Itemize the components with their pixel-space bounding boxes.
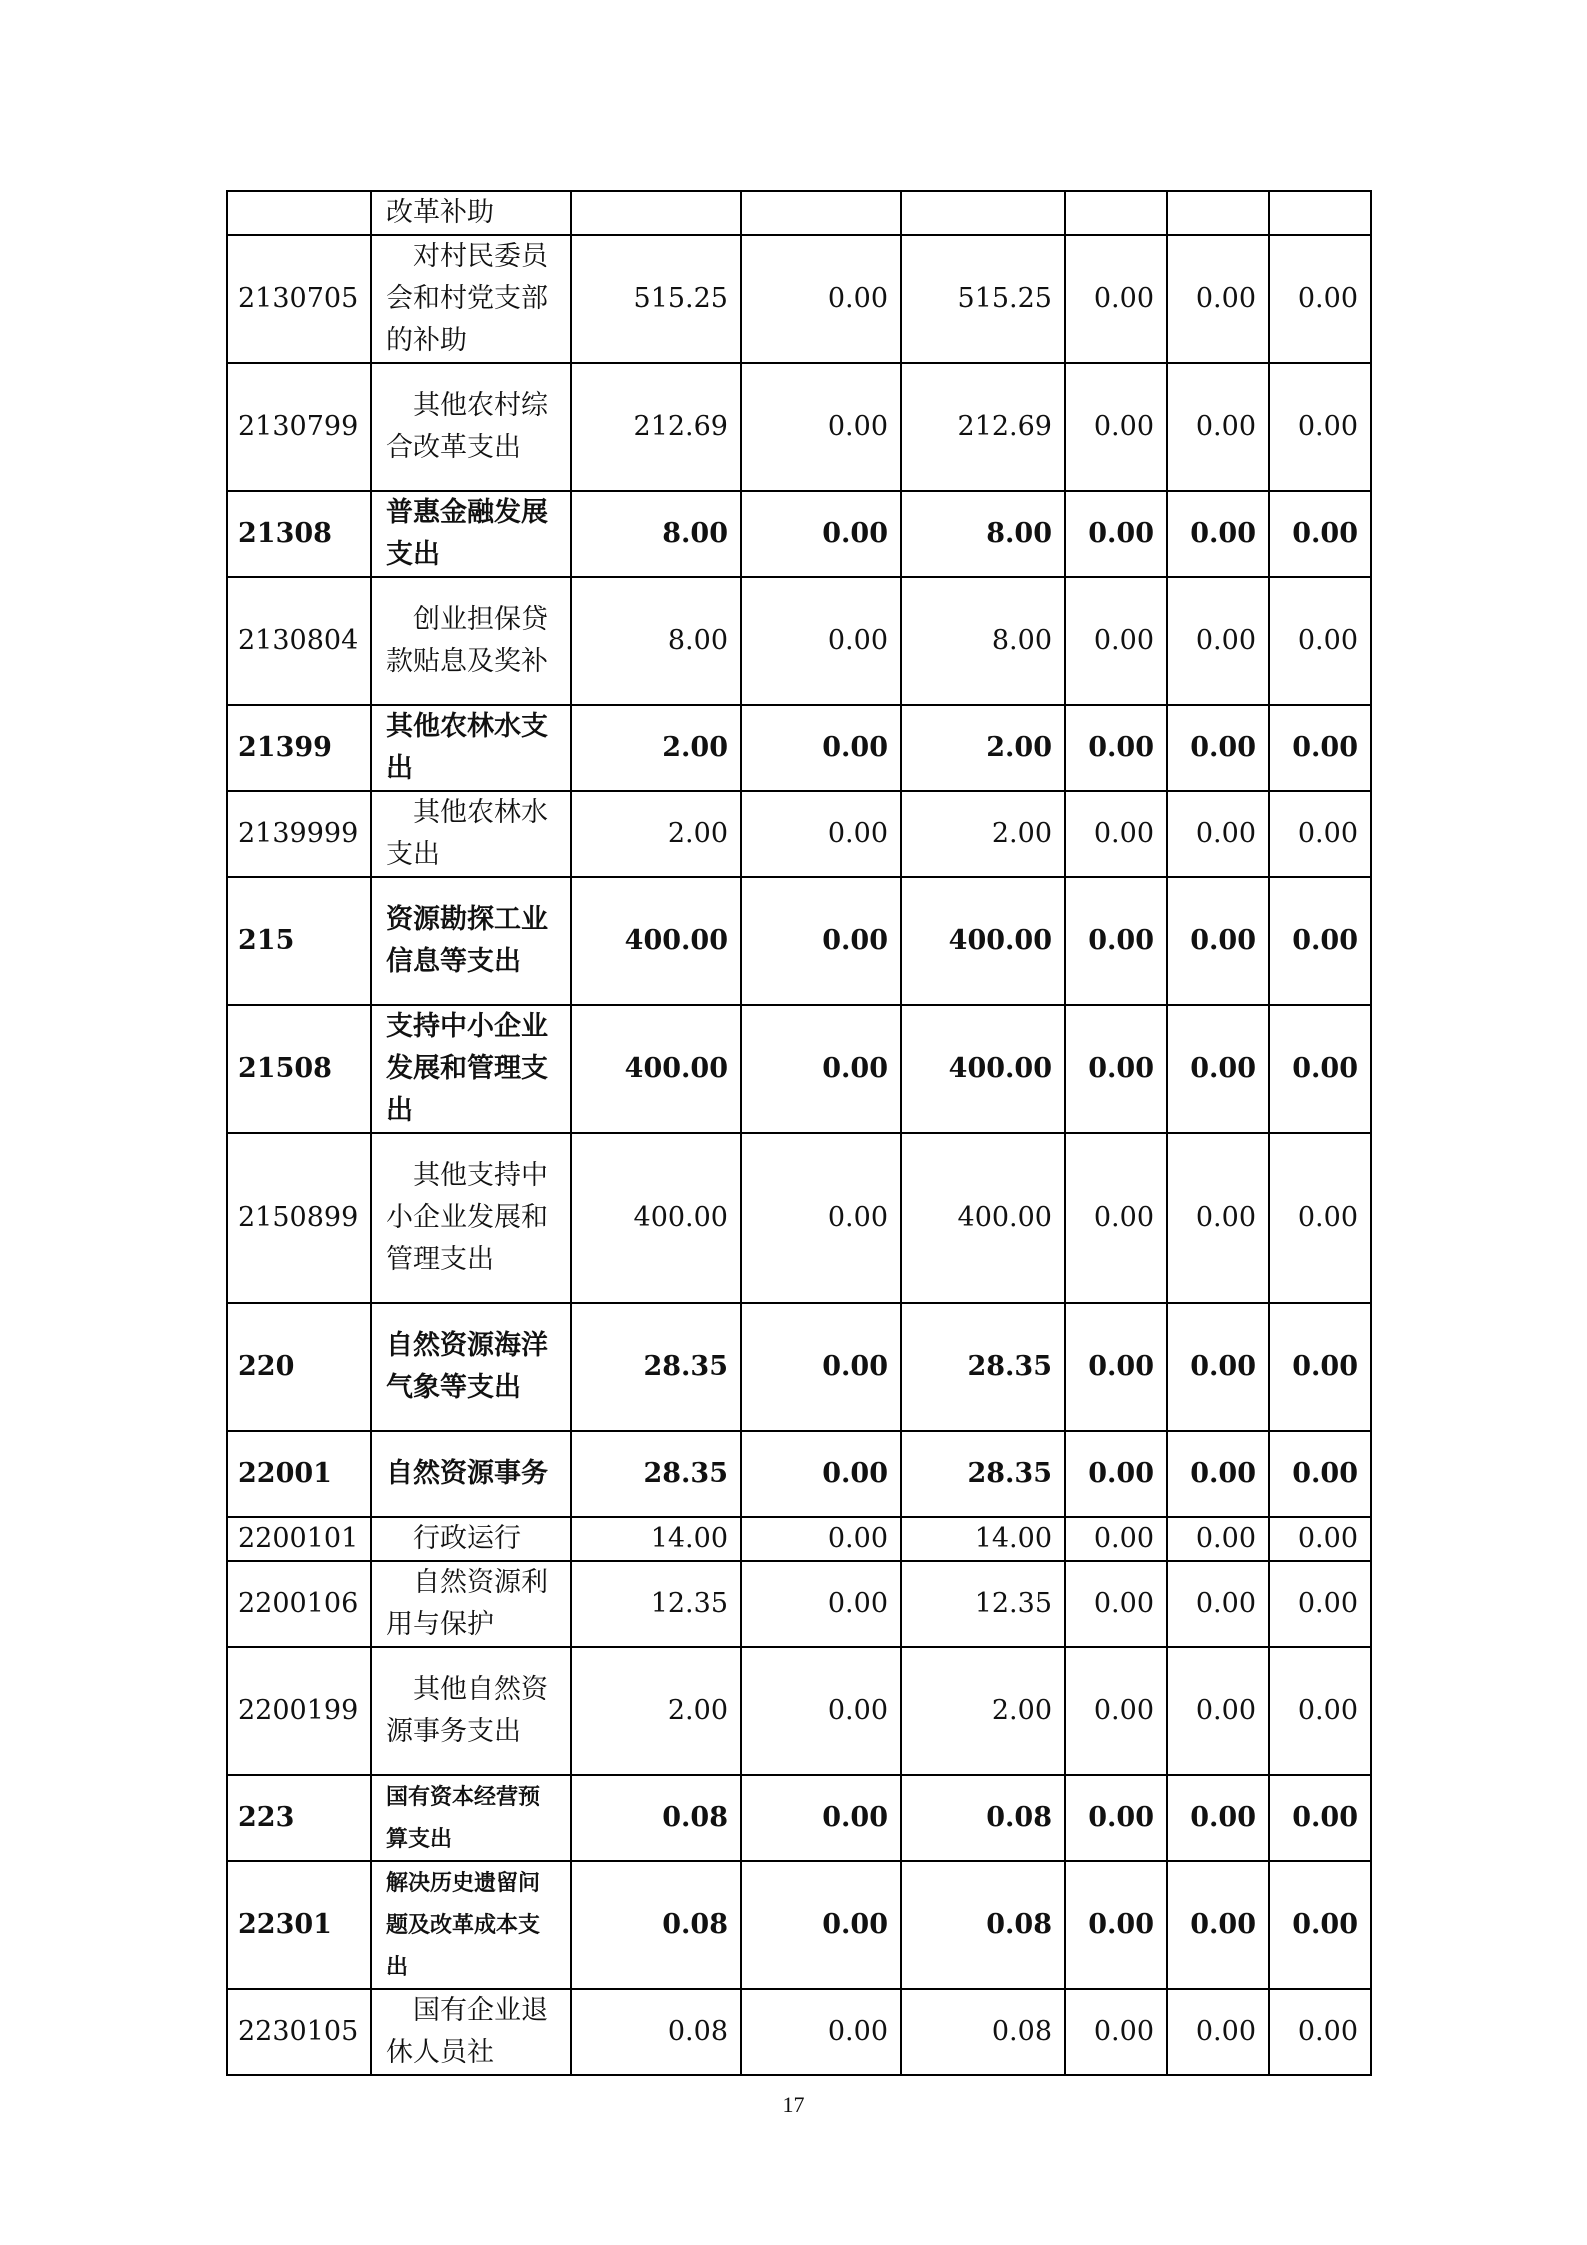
subject-code-cell: 2130705 (227, 235, 371, 363)
amount-cell-v2: 0.00 (741, 1989, 901, 2075)
subject-name-cell: 其他农林水支出 (371, 705, 571, 791)
subject-code-cell: 2130804 (227, 577, 371, 705)
amount-cell-v1: 0.08 (571, 1861, 741, 1989)
amount-cell-v2 (741, 191, 901, 235)
amount-cell-v3: 2.00 (901, 791, 1065, 877)
subject-code-cell: 2200199 (227, 1647, 371, 1775)
budget-table (226, 190, 1372, 2076)
amount-cell-v5 (1167, 191, 1269, 235)
subject-name-cell: 国有企业退休人员社 (371, 1989, 571, 2075)
amount-cell-v2: 0.00 (741, 1431, 901, 1517)
table-row (227, 705, 1371, 791)
subject-name-cell: 普惠金融发展支出 (371, 491, 571, 577)
amount-cell-v5: 0.00 (1167, 705, 1269, 791)
amount-cell-v1: 2.00 (571, 791, 741, 877)
amount-cell-v4: 0.00 (1065, 1775, 1167, 1861)
amount-cell-v3 (901, 191, 1065, 235)
amount-cell-v1: 28.35 (571, 1303, 741, 1431)
subject-name-cell: 国有资本经营预算支出 (371, 1775, 571, 1861)
amount-cell-v2: 0.00 (741, 877, 901, 1005)
amount-cell-v1: 0.08 (571, 1989, 741, 2075)
amount-cell-v2: 0.00 (741, 1561, 901, 1647)
amount-cell-v4: 0.00 (1065, 577, 1167, 705)
amount-cell-v5: 0.00 (1167, 791, 1269, 877)
subject-code-cell: 223 (227, 1775, 371, 1861)
amount-cell-v1: 8.00 (571, 491, 741, 577)
table-row (227, 577, 1371, 705)
amount-cell-v3: 28.35 (901, 1303, 1065, 1431)
amount-cell-v6: 0.00 (1269, 1861, 1371, 1989)
amount-cell-v6: 0.00 (1269, 577, 1371, 705)
subject-name-cell: 自然资源事务 (371, 1431, 571, 1517)
table-row (227, 1561, 1371, 1647)
amount-cell-v2: 0.00 (741, 491, 901, 577)
amount-cell-v4: 0.00 (1065, 1989, 1167, 2075)
amount-cell-v4: 0.00 (1065, 1303, 1167, 1431)
amount-cell-v1: 8.00 (571, 577, 741, 705)
amount-cell-v2: 0.00 (741, 1517, 901, 1561)
table-row (227, 1431, 1371, 1517)
amount-cell-v2: 0.00 (741, 1005, 901, 1133)
amount-cell-v5: 0.00 (1167, 577, 1269, 705)
amount-cell-v6: 0.00 (1269, 791, 1371, 877)
amount-cell-v6: 0.00 (1269, 1133, 1371, 1303)
amount-cell-v5: 0.00 (1167, 1517, 1269, 1561)
amount-cell-v2: 0.00 (741, 1775, 901, 1861)
amount-cell-v6: 0.00 (1269, 1561, 1371, 1647)
amount-cell-v5: 0.00 (1167, 235, 1269, 363)
amount-cell-v2: 0.00 (741, 577, 901, 705)
amount-cell-v2: 0.00 (741, 791, 901, 877)
table-row (227, 1303, 1371, 1431)
amount-cell-v1: 2.00 (571, 705, 741, 791)
amount-cell-v4: 0.00 (1065, 1647, 1167, 1775)
subject-name-cell: 对村民委员会和村党支部的补助 (371, 235, 571, 363)
amount-cell-v1: 515.25 (571, 235, 741, 363)
table-row (227, 235, 1371, 363)
table-row (227, 1775, 1371, 1861)
amount-cell-v4 (1065, 191, 1167, 235)
subject-name-cell: 资源勘探工业信息等支出 (371, 877, 571, 1005)
subject-name-cell: 行政运行 (371, 1517, 571, 1561)
subject-name-cell: 其他支持中小企业发展和管理支出 (371, 1133, 571, 1303)
table-row (227, 1005, 1371, 1133)
amount-cell-v2: 0.00 (741, 235, 901, 363)
amount-cell-v3: 400.00 (901, 877, 1065, 1005)
subject-code-cell: 21399 (227, 705, 371, 791)
amount-cell-v3: 14.00 (901, 1517, 1065, 1561)
amount-cell-v6: 0.00 (1269, 1303, 1371, 1431)
subject-code-cell: 2230105 (227, 1989, 371, 2075)
subject-code-cell: 2139999 (227, 791, 371, 877)
table-row (227, 1989, 1371, 2075)
amount-cell-v1: 400.00 (571, 1133, 741, 1303)
amount-cell-v6: 0.00 (1269, 1775, 1371, 1861)
table-row (227, 191, 1371, 235)
amount-cell-v6: 0.00 (1269, 1989, 1371, 2075)
amount-cell-v5: 0.00 (1167, 1303, 1269, 1431)
amount-cell-v5: 0.00 (1167, 363, 1269, 491)
subject-code-cell: 2200106 (227, 1561, 371, 1647)
amount-cell-v5: 0.00 (1167, 1561, 1269, 1647)
amount-cell-v4: 0.00 (1065, 363, 1167, 491)
amount-cell-v1: 400.00 (571, 1005, 741, 1133)
amount-cell-v4: 0.00 (1065, 877, 1167, 1005)
amount-cell-v3: 515.25 (901, 235, 1065, 363)
table-row (227, 1517, 1371, 1561)
table-row (227, 877, 1371, 1005)
amount-cell-v2: 0.00 (741, 1861, 901, 1989)
amount-cell-v6: 0.00 (1269, 705, 1371, 791)
amount-cell-v1: 28.35 (571, 1431, 741, 1517)
amount-cell-v5: 0.00 (1167, 1431, 1269, 1517)
amount-cell-v3: 2.00 (901, 705, 1065, 791)
subject-name-cell: 其他自然资源事务支出 (371, 1647, 571, 1775)
amount-cell-v6: 0.00 (1269, 491, 1371, 577)
amount-cell-v3: 12.35 (901, 1561, 1065, 1647)
subject-name-cell: 解决历史遗留问题及改革成本支出 (371, 1861, 571, 1989)
amount-cell-v4: 0.00 (1065, 1861, 1167, 1989)
subject-name-cell: 支持中小企业发展和管理支出 (371, 1005, 571, 1133)
amount-cell-v1 (571, 191, 741, 235)
amount-cell-v3: 400.00 (901, 1005, 1065, 1133)
amount-cell-v6 (1269, 191, 1371, 235)
amount-cell-v2: 0.00 (741, 705, 901, 791)
subject-code-cell: 22301 (227, 1861, 371, 1989)
amount-cell-v4: 0.00 (1065, 1561, 1167, 1647)
amount-cell-v6: 0.00 (1269, 1647, 1371, 1775)
table-row (227, 1133, 1371, 1303)
amount-cell-v3: 2.00 (901, 1647, 1065, 1775)
subject-name-cell: 自然资源利用与保护 (371, 1561, 571, 1647)
subject-code-cell: 2150899 (227, 1133, 371, 1303)
amount-cell-v4: 0.00 (1065, 1517, 1167, 1561)
amount-cell-v5: 0.00 (1167, 1133, 1269, 1303)
subject-code-cell: 220 (227, 1303, 371, 1431)
amount-cell-v5: 0.00 (1167, 1989, 1269, 2075)
amount-cell-v1: 0.08 (571, 1775, 741, 1861)
table-row (227, 1647, 1371, 1775)
subject-code-cell: 21308 (227, 491, 371, 577)
amount-cell-v6: 0.00 (1269, 877, 1371, 1005)
amount-cell-v5: 0.00 (1167, 877, 1269, 1005)
amount-cell-v3: 8.00 (901, 491, 1065, 577)
amount-cell-v5: 0.00 (1167, 491, 1269, 577)
amount-cell-v6: 0.00 (1269, 235, 1371, 363)
subject-code-cell: 215 (227, 877, 371, 1005)
amount-cell-v6: 0.00 (1269, 1005, 1371, 1133)
amount-cell-v1: 2.00 (571, 1647, 741, 1775)
table-row (227, 791, 1371, 877)
subject-code-cell (227, 191, 371, 235)
amount-cell-v6: 0.00 (1269, 1431, 1371, 1517)
amount-cell-v4: 0.00 (1065, 491, 1167, 577)
amount-cell-v3: 0.08 (901, 1861, 1065, 1989)
amount-cell-v1: 400.00 (571, 877, 741, 1005)
amount-cell-v6: 0.00 (1269, 363, 1371, 491)
amount-cell-v1: 12.35 (571, 1561, 741, 1647)
amount-cell-v3: 28.35 (901, 1431, 1065, 1517)
table-row (227, 491, 1371, 577)
amount-cell-v4: 0.00 (1065, 1133, 1167, 1303)
amount-cell-v2: 0.00 (741, 1303, 901, 1431)
amount-cell-v3: 0.08 (901, 1989, 1065, 2075)
subject-code-cell: 2200101 (227, 1517, 371, 1561)
subject-code-cell: 22001 (227, 1431, 371, 1517)
table-body (227, 191, 1371, 2075)
amount-cell-v2: 0.00 (741, 363, 901, 491)
subject-code-cell: 2130799 (227, 363, 371, 491)
amount-cell-v5: 0.00 (1167, 1647, 1269, 1775)
amount-cell-v2: 0.00 (741, 1647, 901, 1775)
amount-cell-v3: 212.69 (901, 363, 1065, 491)
amount-cell-v3: 8.00 (901, 577, 1065, 705)
amount-cell-v5: 0.00 (1167, 1861, 1269, 1989)
amount-cell-v1: 14.00 (571, 1517, 741, 1561)
amount-cell-v5: 0.00 (1167, 1005, 1269, 1133)
amount-cell-v5: 0.00 (1167, 1775, 1269, 1861)
amount-cell-v3: 400.00 (901, 1133, 1065, 1303)
subject-name-cell: 自然资源海洋气象等支出 (371, 1303, 571, 1431)
table-row (227, 1861, 1371, 1989)
amount-cell-v3: 0.08 (901, 1775, 1065, 1861)
amount-cell-v4: 0.00 (1065, 235, 1167, 363)
subject-name-cell: 其他农林水支出 (371, 791, 571, 877)
amount-cell-v2: 0.00 (741, 1133, 901, 1303)
table-row (227, 363, 1371, 491)
amount-cell-v6: 0.00 (1269, 1517, 1371, 1561)
amount-cell-v4: 0.00 (1065, 1005, 1167, 1133)
subject-name-cell: 创业担保贷款贴息及奖补 (371, 577, 571, 705)
amount-cell-v1: 212.69 (571, 363, 741, 491)
subject-name-cell: 改革补助 (371, 191, 571, 235)
amount-cell-v4: 0.00 (1065, 791, 1167, 877)
amount-cell-v4: 0.00 (1065, 705, 1167, 791)
amount-cell-v4: 0.00 (1065, 1431, 1167, 1517)
subject-code-cell: 21508 (227, 1005, 371, 1133)
subject-name-cell: 其他农村综合改革支出 (371, 363, 571, 491)
page-number: 17 (782, 2092, 805, 2117)
